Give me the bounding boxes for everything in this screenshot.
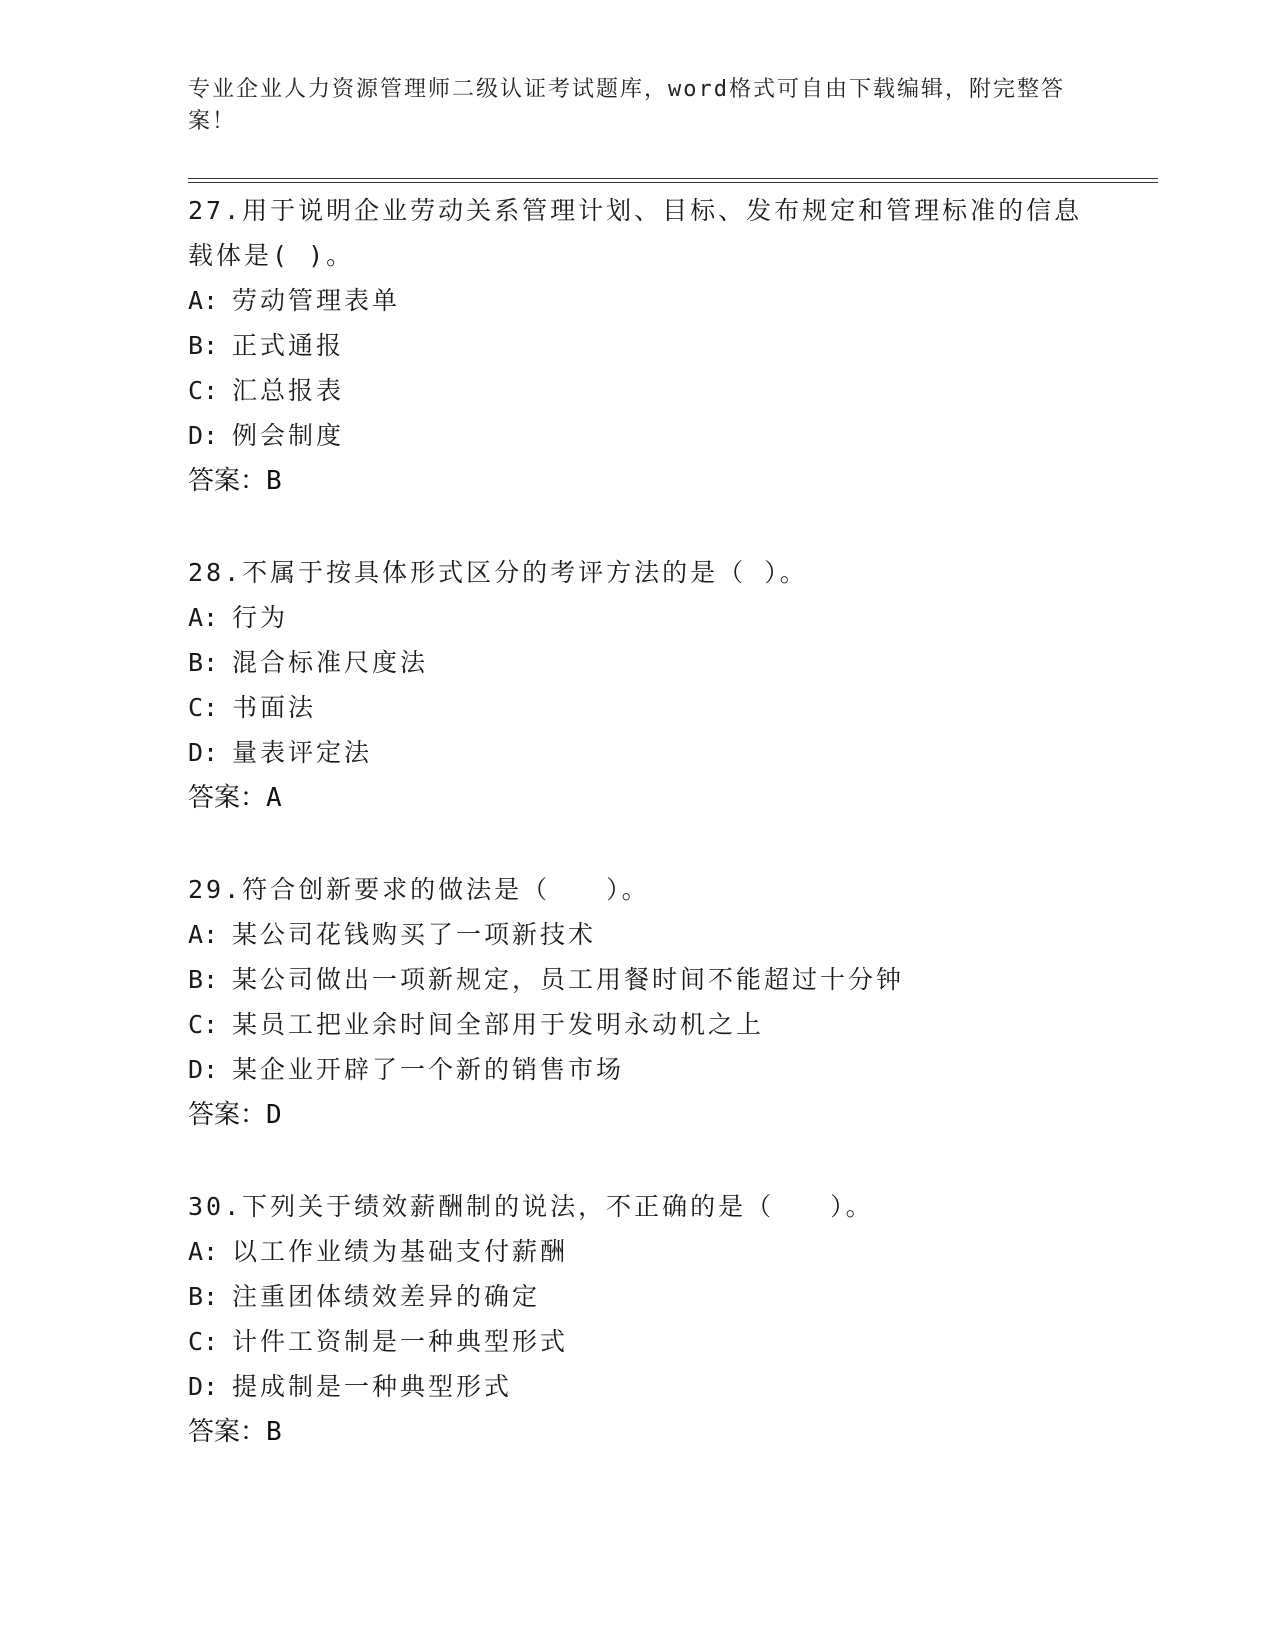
- question-stem: 27.用于说明企业劳动关系管理计划、目标、发布规定和管理标准的信息载体是( )。: [188, 196, 1083, 270]
- option-letter: D:: [188, 738, 219, 767]
- option-text: 汇总报表: [232, 376, 345, 405]
- option-c: [188, 685, 1088, 730]
- option-letter: A:: [188, 603, 219, 632]
- option-c: [188, 1002, 1088, 1047]
- option-letter: C:: [188, 693, 219, 722]
- answer: [188, 1092, 1088, 1138]
- option-text: 某公司花钱购买了一项新技术: [232, 920, 597, 949]
- question-28: [188, 550, 1088, 821]
- option-a: [188, 912, 1088, 957]
- option-text: 以工作业绩为基础支付薪酬: [232, 1237, 569, 1266]
- option-text: 书面法: [232, 693, 317, 722]
- answer-label: 答案：: [188, 1417, 267, 1447]
- question-29: [188, 867, 1088, 1138]
- option-text: 行为: [232, 603, 289, 632]
- option-text: 某企业开辟了一个新的销售市场: [232, 1055, 625, 1084]
- option-d: [188, 1364, 1088, 1409]
- option-b: [188, 957, 1088, 1002]
- answer-label: 答案：: [188, 466, 267, 496]
- option-a: [188, 595, 1088, 640]
- option-letter: A:: [188, 1237, 219, 1266]
- answer-value: A: [266, 783, 282, 813]
- option-b: [188, 640, 1088, 685]
- answer-label: 答案：: [188, 1100, 267, 1130]
- option-letter: B:: [188, 331, 219, 360]
- option-letter: C:: [188, 376, 219, 405]
- answer: [188, 458, 1088, 504]
- option-letter: D:: [188, 1372, 219, 1401]
- option-text: 注重团体绩效差异的确定: [232, 1282, 541, 1311]
- question-stem: 29.符合创新要求的做法是（ ）。: [188, 875, 650, 904]
- answer: [188, 775, 1088, 821]
- option-text: 计件工资制是一种典型形式: [232, 1327, 569, 1356]
- question-30: [188, 1184, 1088, 1455]
- question-list: [188, 188, 1088, 1501]
- answer-value: B: [266, 466, 282, 496]
- answer-value: D: [266, 1100, 282, 1130]
- option-text: 某公司做出一项新规定，员工用餐时间不能超过十分钟: [232, 965, 905, 994]
- header-rule: [188, 178, 1158, 183]
- option-text: 混合标准尺度法: [232, 648, 429, 677]
- option-b: [188, 1274, 1088, 1319]
- option-text: 正式通报: [232, 331, 345, 360]
- question-stem: 30.下列关于绩效薪酬制的说法，不正确的是（ ）。: [188, 1192, 874, 1221]
- option-letter: D:: [188, 421, 219, 450]
- option-text: 某员工把业余时间全部用于发明永动机之上: [232, 1010, 765, 1039]
- option-letter: B:: [188, 965, 219, 994]
- option-c: [188, 368, 1088, 413]
- option-letter: A:: [188, 286, 219, 315]
- option-letter: B:: [188, 1282, 219, 1311]
- answer: [188, 1409, 1088, 1455]
- option-a: [188, 278, 1088, 323]
- option-text: 劳动管理表单: [232, 286, 401, 315]
- page-header: 专业企业人力资源管理师二级认证考试题库，word格式可自由下载编辑，附完整答案！: [188, 77, 1065, 134]
- option-c: [188, 1319, 1088, 1364]
- option-d: [188, 730, 1088, 775]
- option-letter: C:: [188, 1327, 219, 1356]
- option-letter: C:: [188, 1010, 219, 1039]
- option-letter: B:: [188, 648, 219, 677]
- option-letter: A:: [188, 920, 219, 949]
- question-stem: 28.不属于按具体形式区分的考评方法的是（ ）。: [188, 558, 808, 587]
- option-d: [188, 413, 1088, 458]
- option-letter: D:: [188, 1055, 219, 1084]
- option-a: [188, 1229, 1088, 1274]
- option-d: [188, 1047, 1088, 1092]
- option-text: 例会制度: [232, 421, 345, 450]
- option-text: 提成制是一种典型形式: [232, 1372, 513, 1401]
- option-b: [188, 323, 1088, 368]
- answer-label: 答案：: [188, 783, 267, 813]
- question-27: [188, 188, 1088, 504]
- answer-value: B: [266, 1417, 282, 1447]
- option-text: 量表评定法: [232, 738, 373, 767]
